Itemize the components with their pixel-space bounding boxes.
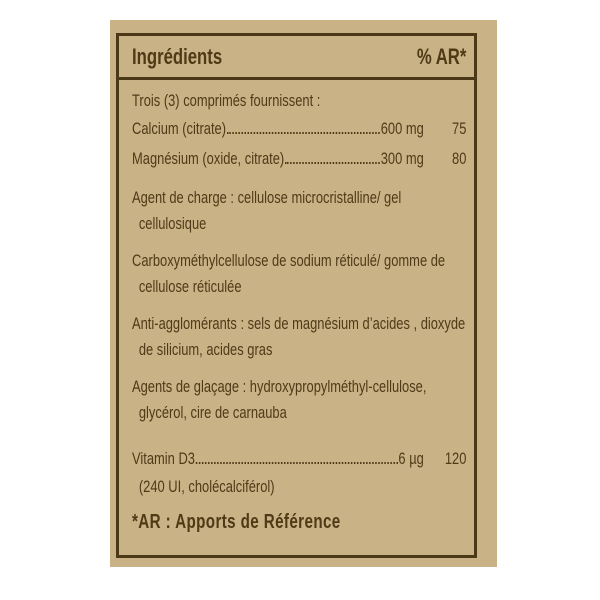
serving-statement: Trois (3) comprimés fournissent : xyxy=(132,91,321,110)
dot-leader xyxy=(285,162,380,164)
label-header xyxy=(132,36,466,77)
excipient-paragraph: Agent de charge : cellulose microcristalline/ gel cellulosique xyxy=(132,188,402,233)
nutrient-row-magnesium xyxy=(132,144,466,174)
nutrient-amount: 6 µg xyxy=(398,449,424,468)
nutrient-name: Calcium (citrate) xyxy=(132,119,227,138)
nutrient-amount: 300 mg xyxy=(380,149,424,168)
percent-ar-column-header: % AR* xyxy=(416,44,467,69)
nutrient-name: Magnésium (oxide, citrate) xyxy=(132,149,285,168)
excipient-paragraph: Carboxyméthylcellulose de sodium réticulé/ gomme de cellulose réticulée xyxy=(132,251,446,296)
dot-leader xyxy=(227,132,380,134)
nutrient-percent: 80 xyxy=(452,149,467,168)
nutrient-row-vitamin-d3 xyxy=(132,444,466,474)
vitamin-d3-subtext: (240 UI, cholécalciférol) xyxy=(138,477,275,496)
ingredients-title: Ingrédients xyxy=(132,44,223,69)
label-body xyxy=(132,80,466,536)
vitamin-d3-block xyxy=(132,444,466,500)
nutrient-percent: 75 xyxy=(452,119,467,138)
ingredients-label-panel xyxy=(110,20,497,567)
label-border-frame xyxy=(116,33,477,558)
excipient-paragraph: Anti-agglomérants : sels de magnésium d’acides , dioxyde de silicium, acides gras xyxy=(132,314,466,359)
excipient-paragraph: Agents de glaçage : hydroxypropylméthyl-cellulose, glycérol, cire de carnauba xyxy=(132,377,427,422)
nutrient-name: Vitamin D3 xyxy=(132,449,195,468)
nutrient-percent: 120 xyxy=(444,449,467,468)
dot-leader xyxy=(196,462,398,464)
ar-footnote: *AR : Apports de Référence xyxy=(132,511,341,533)
nutrient-row-calcium xyxy=(132,114,466,144)
nutrient-amount: 600 mg xyxy=(380,119,424,138)
